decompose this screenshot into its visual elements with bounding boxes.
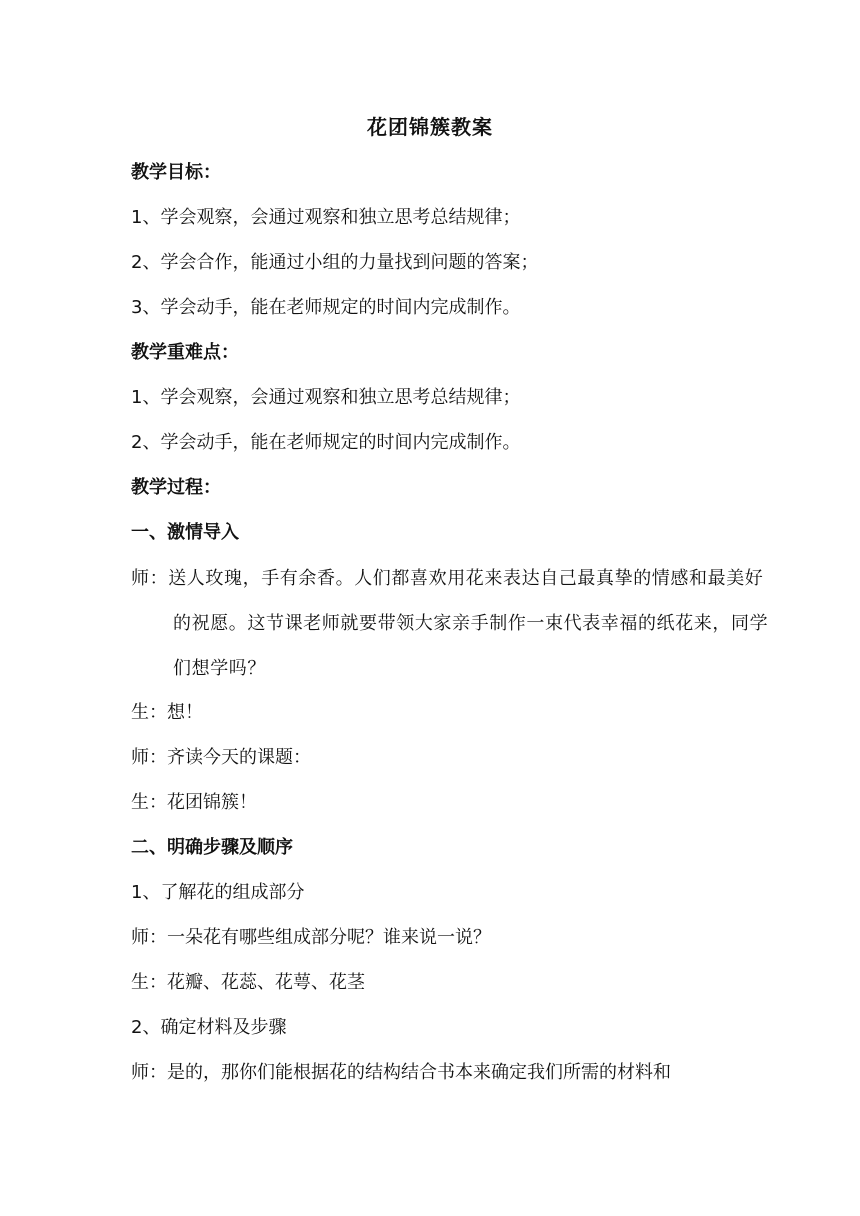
goal-item-2: 2、学会合作，能通过小组的力量找到问题的答案； [131, 252, 539, 273]
teacher-line-2: 师：齐读今天的课题： [131, 747, 311, 768]
key-point-item-2: 2、学会动手，能在老师规定的时间内完成制作。 [131, 432, 521, 453]
section-heading-process: 教学过程： [131, 477, 221, 498]
teacher-question: 师：一朵花有哪些组成部分呢？谁来说一说？ [131, 927, 491, 948]
student-answer: 生：花瓣、花蕊、花萼、花茎 [131, 972, 365, 993]
student-reply-2: 生：花团锦簇！ [131, 792, 257, 813]
part1-heading: 一、激情导入 [131, 522, 239, 543]
document-title: 花团锦簇教案 [367, 115, 493, 139]
part2-heading: 二、明确步骤及顺序 [131, 837, 293, 858]
goal-item-1: 1、学会观察，会通过观察和独立思考总结规律； [131, 207, 521, 228]
teacher-intro-paragraph: 师：送人玫瑰，手有余香。人们都喜欢用花来表达自己最真挚的情感和最美好的祝愿。这节课老师就要带领大家亲手制作一束代表幸福的纸花来，同学们想学吗？ [131, 568, 769, 679]
student-reply-1: 生：想！ [131, 702, 203, 723]
teacher-last-line: 师：是的，那你们能根据花的结构结合书本来确定我们所需的材料和 [131, 1062, 671, 1083]
goal-item-3: 3、学会动手，能在老师规定的时间内完成制作。 [131, 297, 521, 318]
section-heading-key-points: 教学重难点： [131, 342, 239, 363]
part2-sub-1: 1、了解花的组成部分 [131, 882, 305, 903]
section-heading-goals: 教学目标： [131, 162, 221, 183]
key-point-item-1: 1、学会观察，会通过观察和独立思考总结规律； [131, 387, 521, 408]
part2-sub-2: 2、确定材料及步骤 [131, 1017, 287, 1038]
